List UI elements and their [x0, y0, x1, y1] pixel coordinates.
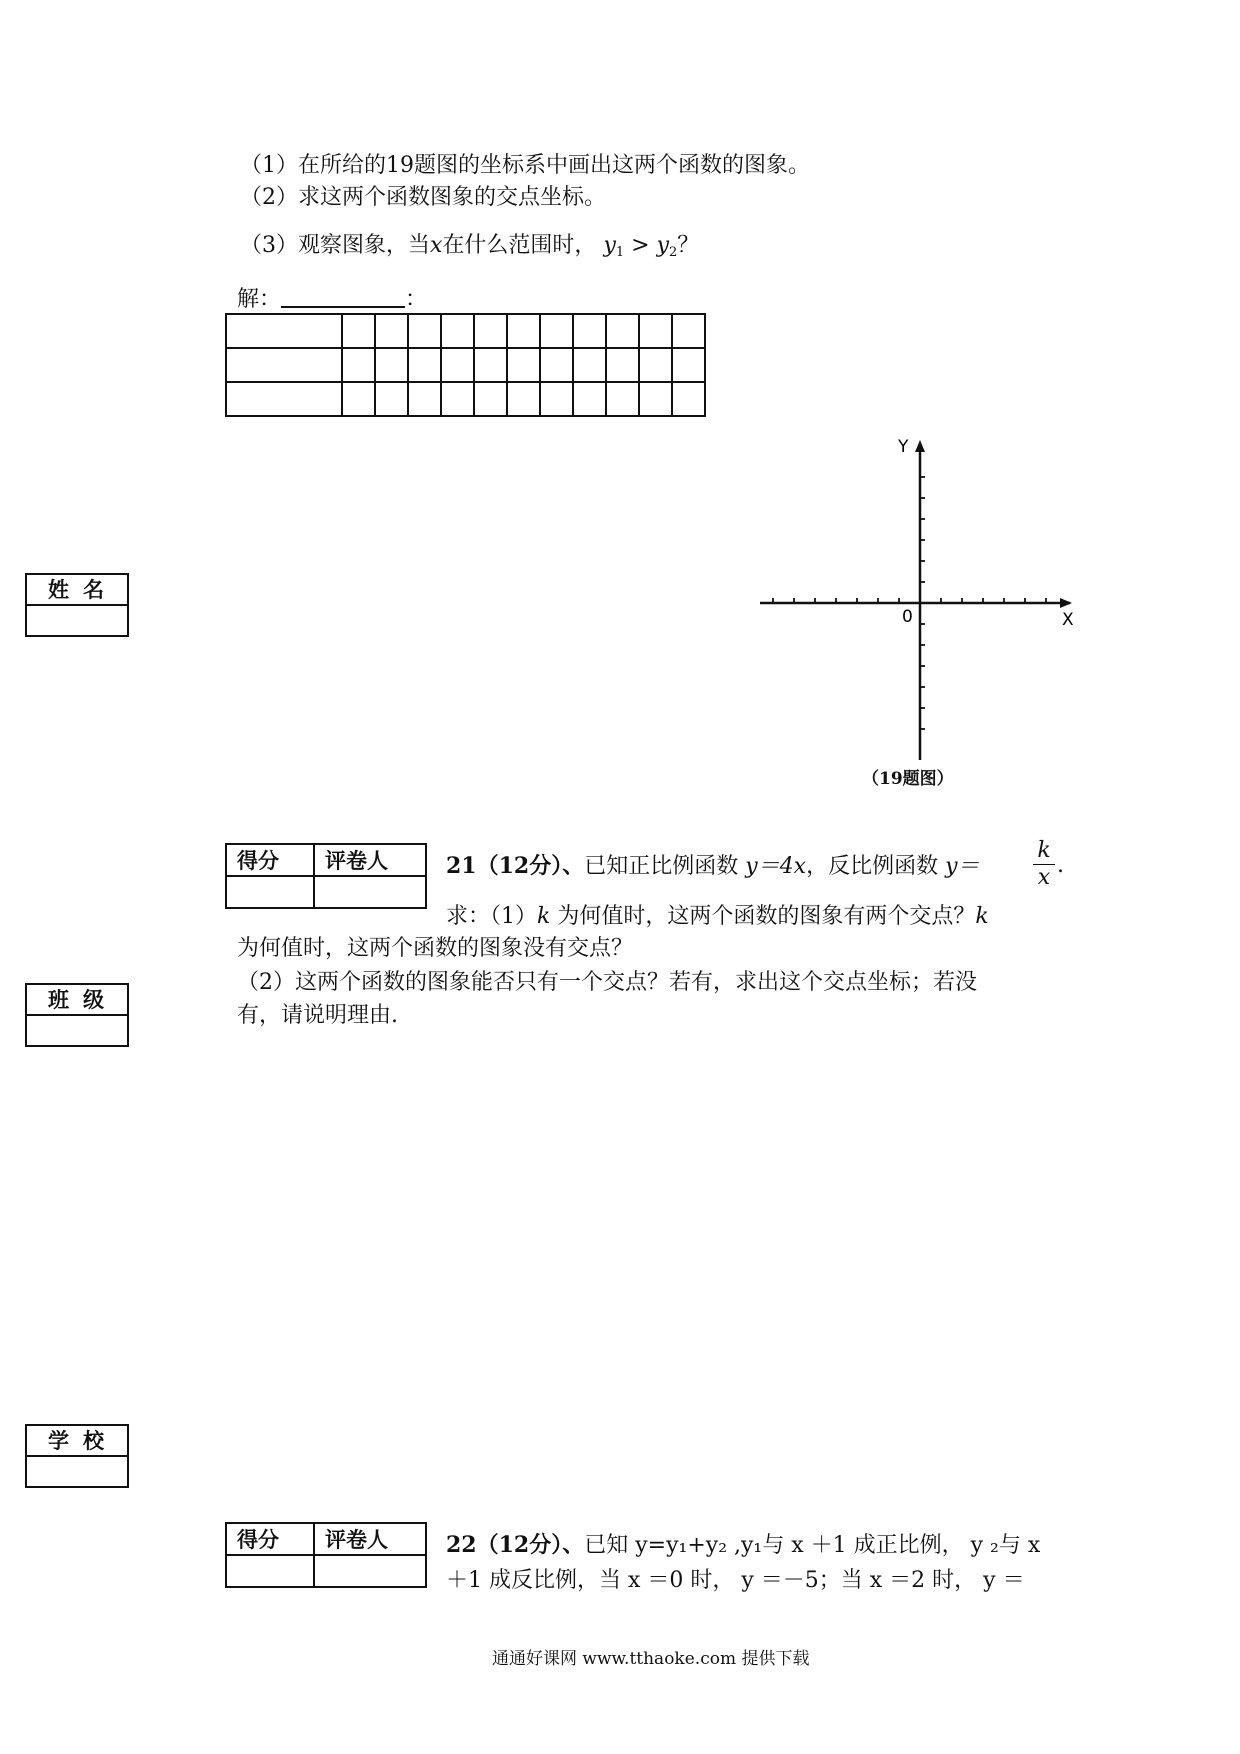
table-row: [226, 382, 705, 416]
origin-label: 0: [902, 607, 913, 627]
score-header: 得分: [226, 844, 314, 876]
coordinate-graph: [740, 430, 1080, 790]
score-cell[interactable]: [226, 1555, 314, 1587]
problem19-part3: （3）观察图象，当x在什么范围时， $y_1 > y_2$？: [240, 233, 700, 260]
table-row: [226, 348, 705, 382]
table-row: [226, 1523, 426, 1555]
grader-cell[interactable]: [314, 1555, 426, 1587]
problem21-q1-line2: 为何值时，这两个函数的图象没有交点？: [237, 936, 634, 961]
table-row: [226, 876, 426, 908]
y-axis-label: Y: [898, 437, 909, 457]
problem21-q2-line2: 有，请说明理由.: [237, 1003, 398, 1028]
table-row: [226, 1555, 426, 1587]
problem21-period: .: [1057, 853, 1064, 878]
problem21-q2-line1: （2）这两个函数的图象能否只有一个交点？若有，求出这个交点坐标；若没: [237, 970, 977, 995]
solution-blank[interactable]: [281, 284, 405, 308]
name-label: 姓名: [27, 575, 127, 606]
y-axis-arrow: [915, 440, 925, 452]
grader-header: 评卷人: [314, 1523, 426, 1555]
table-row: [226, 314, 705, 348]
school-label: 学校: [27, 1426, 127, 1457]
value-table: [225, 313, 706, 417]
name-field[interactable]: [27, 606, 127, 635]
score-table-22: [225, 1522, 427, 1588]
problem22-line2: ＋1 成反比例，当 x ＝0 时， y ＝－5；当 x ＝2 时， y ＝: [446, 1568, 1025, 1593]
grader-header: 评卷人: [314, 844, 426, 876]
x-axis-arrow: [1060, 598, 1072, 608]
score-table-21: [225, 843, 427, 909]
problem22-line1: 22（12分）、已知 y=y₁+y₂ ,y₁与 x ＋1 成正比例， y ₂与 x: [446, 1532, 1041, 1558]
class-field[interactable]: [27, 1016, 127, 1045]
score-cell[interactable]: [226, 876, 314, 908]
graph-caption: （19题图）: [862, 769, 954, 789]
name-box: [25, 573, 129, 637]
problem19-part2: （2）求这两个函数图象的交点坐标。: [240, 185, 606, 210]
footer-text: 通通好课网 www.tthaoke.com 提供下载: [492, 1649, 810, 1669]
grader-cell[interactable]: [314, 876, 426, 908]
class-label: 班级: [27, 985, 127, 1016]
solution-line: 解： ：: [237, 284, 427, 315]
problem21-q1-line1: 求：（1）k 为何值时，这两个函数的图象有两个交点？k: [446, 904, 989, 929]
x-axis-label: X: [1062, 610, 1074, 630]
table-row: [226, 844, 426, 876]
problem21-statement: 21（12分）、已知正比例函数 y＝4x，反比例函数 y＝: [446, 853, 980, 879]
school-box: [25, 1424, 129, 1488]
problem19-part1: （1）在所给的19题图的坐标系中画出这两个函数的图象。: [240, 153, 810, 178]
school-field[interactable]: [27, 1457, 127, 1486]
score-header: 得分: [226, 1523, 314, 1555]
class-box: [25, 983, 129, 1047]
fraction-k-over-x: k x: [1033, 838, 1055, 891]
